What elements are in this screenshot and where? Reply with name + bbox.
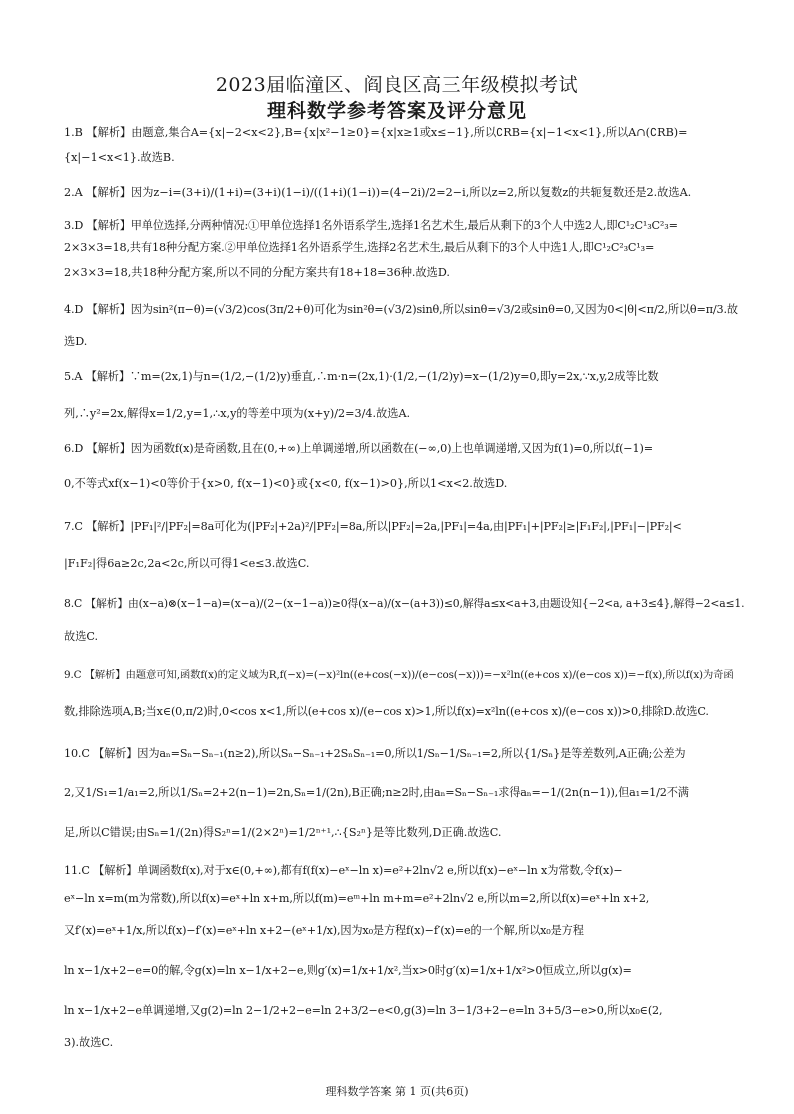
answer-10-line-2: 2,又1/S₁=1/a₁=2,所以1/Sₙ=2+2(n−1)=2n,Sₙ=1/(2n),B正确;n≥2时,由aₙ=Sₙ−Sₙ₋₁求得aₙ=−1/(2n(n−1)),但a₁=1/2不满 [64, 786, 689, 799]
answer-3-line-2: 2×3×3=18,共有18种分配方案.②甲单位选择1名外语系学生,选择2名艺术生,最后从剩下的3个人中选1人,即C¹₂C²₃C¹₃= [64, 241, 655, 254]
answer-11-line-1: 11.C 【解析】单调函数f(x),对于x∈(0,+∞),都有f(f(x)−eˣ−ln x)=e²+2ln√2 e,所以f(x)−eˣ−ln x为常数,令f(x)− [64, 864, 623, 877]
answer-8-line-2: 故选C. [64, 630, 99, 643]
answer-3-line-1: 3.D 【解析】甲单位选择,分两种情况:①甲单位选择1名外语系学生,选择1名艺术生,最后从剩下的3个人中选2人,即C¹₂C¹₃C²₃= [64, 219, 678, 232]
answer-key-title: 理科数学参考答案及评分意见 [266, 100, 527, 122]
answer-11-line-2: eˣ−ln x=m(m为常数),所以f(x)=eˣ+ln x+m,所以f(m)=eᵐ+ln m+m=e²+2ln√2 e,所以m=2,所以f(x)=eˣ+ln x+2, [64, 892, 650, 905]
answer-9-line-2: 数,排除选项A,B;当x∈(0,π/2)时,0<cos x<1,所以(e+cos x)/(e−cos x)>1,所以f(x)=x²ln((e+cos x)/(e−cos x))>0,排除D.故选C. [64, 705, 709, 718]
answer-11-line-5: ln x−1/x+2−e单调递增,又g(2)=ln 2−1/2+2−e=ln 2+3/2−e<0,g(3)=ln 3−1/3+2−e=ln 3+5/3−e>0,所以x₀∈(2, [64, 1004, 663, 1017]
answer-3-line-3: 2×3×3=18,共18种分配方案,所以不同的分配方案共有18+18=36种.故选D. [64, 266, 450, 279]
exam-title: 2023届临潼区、阎良区高三年级模拟考试 [215, 74, 579, 96]
answer-1-line-1: 1.B 【解析】由题意,集合A={x|−2<x<2},B={x|x²−1≥0}={x|x≥1或x≤−1},所以∁RB={x|−1<x<1},所以A∩(∁RB)= [64, 126, 688, 139]
answer-11-line-3: 又f′(x)=eˣ+1/x,所以f(x)−f′(x)=eˣ+ln x+2−(eˣ+1/x),因为x₀是方程f(x)−f′(x)=e的一个解,所以x₀是方程 [64, 924, 584, 937]
answer-9-line-1: 9.C 【解析】由题意可知,函数f(x)的定义域为R,f(−x)=(−x)²ln((e+cos(−x))/(e−cos(−x)))=−x²ln((e+cos x)/(e−cos x))=−f(x),所以f(x)为奇函 [64, 669, 734, 681]
answer-2-line-1: 2.A 【解析】因为z−i=(3+i)/(1+i)=(3+i)(1−i)/((1+i)(1−i))=(4−2i)/2=2−i,所以z=2,所以复数z的共轭复数还是2.故选A. [64, 186, 692, 199]
page-footer: 理科数学答案 第 1 页(共6页) [325, 1085, 469, 1098]
answer-8-line-1: 8.C 【解析】由(x−a)⊗(x−1−a)=(x−a)/(2−(x−1−a))≥0得(x−a)/(x−(a+3))≤0,解得a≤x<a+3,由题设知{−2<a, a+3≤4},解得−2<a≤1. [64, 597, 744, 610]
answer-11-line-6: 3).故选C. [64, 1036, 114, 1049]
answer-11-line-4: ln x−1/x+2−e=0的解,令g(x)=ln x−1/x+2−e,则g′(x)=1/x+1/x²,当x>0时g′(x)=1/x+1/x²>0恒成立,所以g(x)= [64, 964, 632, 977]
answer-5-line-2: 列,∴y²=2x,解得x=1/2,y=1,∴x,y的等差中项为(x+y)/2=3/4.故选A. [64, 407, 411, 420]
answer-10-line-1: 10.C 【解析】因为aₙ=Sₙ−Sₙ₋₁(n≥2),所以Sₙ−Sₙ₋₁+2SₙSₙ₋₁=0,所以1/Sₙ−1/Sₙ₋₁=2,所以{1/Sₙ}是等差数列,A正确;公差为 [64, 747, 686, 760]
answer-6-line-1: 6.D 【解析】因为函数f(x)是奇函数,且在(0,+∞)上单调递增,所以函数在(−∞,0)上也单调递增,又因为f(1)=0,所以f(−1)= [64, 442, 653, 455]
answer-7-line-2: |F₁F₂|得6a≥2c,2a<2c,所以可得1<e≤3.故选C. [64, 557, 310, 570]
answer-5-line-1: 5.A 【解析】∵m=(2x,1)与n=(1/2,−(1/2)y)垂直,∴m·n=(2x,1)·(1/2,−(1/2)y)=x−(1/2)y=0,即y=2x,∵x,y,2成等比数 [64, 370, 659, 383]
answer-6-line-2: 0,不等式xf(x−1)<0等价于{x>0, f(x−1)<0}或{x<0, f(x−1)>0},所以1<x<2.故选D. [64, 477, 508, 490]
answer-4-line-1: 4.D 【解析】因为sin²(π−θ)=(√3/2)cos(3π/2+θ)可化为sin²θ=(√3/2)sinθ,所以sinθ=√3/2或sinθ=0,又因为0<|θ|<π/2,所以θ=π/3.故 [64, 303, 738, 316]
answer-10-line-3: 足,所以C错误;由Sₙ=1/(2n)得S₂ⁿ=1/(2×2ⁿ)=1/2ⁿ⁺¹,∴{S₂ⁿ}是等比数列,D正确.故选C. [64, 826, 502, 839]
answer-1-line-2: {x|−1<x<1}.故选B. [64, 151, 175, 164]
answer-7-line-1: 7.C 【解析】|PF₁|²/|PF₂|=8a可化为(|PF₂|+2a)²/|PF₂|=8a,所以|PF₂|=2a,|PF₁|=4a,由|PF₁|+|PF₂|≥|F₁F₂|,|PF₁|−|PF₂|< [64, 520, 682, 533]
answer-4-line-2: 选D. [64, 335, 88, 348]
